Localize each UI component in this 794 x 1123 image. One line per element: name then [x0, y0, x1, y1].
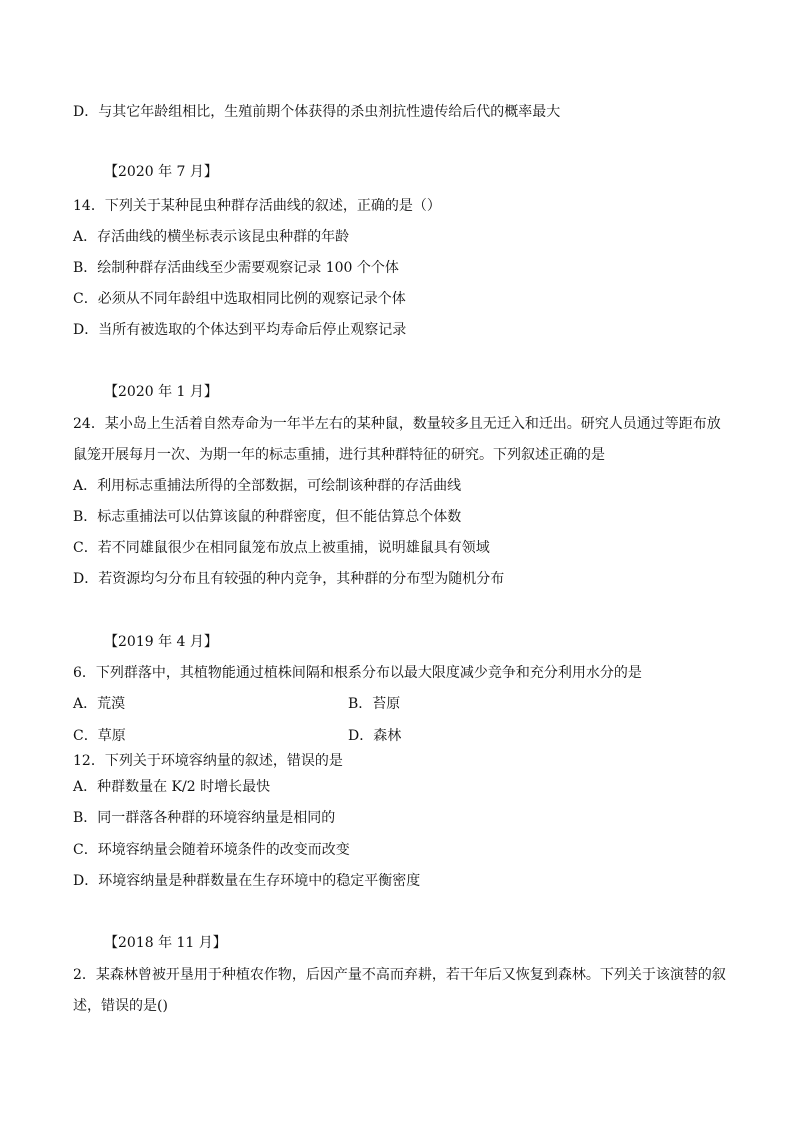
- section-header-2018-11: 【2018 年 11 月】: [104, 935, 227, 951]
- q6-option-b: B．苔原: [348, 696, 401, 712]
- q2-stem-line2: 述，错误的是(): [73, 998, 168, 1014]
- q6-option-a: A．荒漠: [73, 696, 126, 712]
- section-header-2019-04: 【2019 年 4 月】: [104, 634, 218, 650]
- q14-option-d: D．当所有被选取的个体达到平均寿命后停止观察记录: [73, 322, 407, 338]
- q14-stem: 14．下列关于某种昆虫种群存活曲线的叙述，正确的是（）: [73, 198, 441, 214]
- q24-option-a: A．利用标志重捕法所得的全部数据，可绘制该种群的存活曲线: [73, 478, 462, 494]
- q6-stem: 6．下列群落中，其植物能通过植株间隔和根系分布以最大限度减少竞争和充分利用水分的是: [73, 665, 642, 681]
- q12-option-d: D．环境容纳量是种群数量在生存环境中的稳定平衡密度: [73, 873, 421, 889]
- q6-option-c: C．草原: [73, 728, 126, 744]
- q14-option-b: B．绘制种群存活曲线至少需要观察记录 100 个个体: [73, 260, 399, 276]
- section-header-2020-07: 【2020 年 7 月】: [104, 164, 218, 180]
- section-header-2020-01: 【2020 年 1 月】: [104, 384, 218, 400]
- q12-option-c: C．环境容纳量会随着环境条件的改变而改变: [73, 842, 350, 858]
- q6-option-d: D．森林: [348, 728, 402, 744]
- q12-option-b: B．同一群落各种群的环境容纳量是相同的: [73, 810, 336, 826]
- q14-option-a: A．存活曲线的横坐标表示该昆虫种群的年龄: [73, 229, 350, 245]
- q13-option-d: D．与其它年龄组相比，生殖前期个体获得的杀虫剂抗性遗传给后代的概率最大: [73, 104, 561, 120]
- q12-option-a: A．种群数量在 K/2 时增长最快: [73, 779, 271, 795]
- q24-option-b: B．标志重捕法可以估算该鼠的种群密度，但不能估算总个体数: [73, 509, 462, 525]
- q24-option-d: D．若资源均匀分布且有较强的种内竞争，其种群的分布型为随机分布: [73, 571, 505, 587]
- q12-stem: 12．下列关于环境容纳量的叙述，错误的是: [73, 753, 343, 769]
- q14-option-c: C．必须从不同年龄组中选取相同比例的观察记录个体: [73, 291, 406, 307]
- q2-stem-line1: 2．某森林曾被开垦用于种植农作物，后因产量不高而弃耕，若干年后又恢复到森林。下列关于该演替的叙: [73, 967, 726, 983]
- q24-stem-line2: 鼠笼开展每月一次、为期一年的标志重捕，进行其种群特征的研究。下列叙述正确的是: [73, 447, 605, 463]
- q24-option-c: C．若不同雄鼠很少在相同鼠笼布放点上被重捕，说明雄鼠具有领域: [73, 540, 490, 556]
- q24-stem-line1: 24．某小岛上生活着自然寿命为一年半左右的某种鼠，数量较多且无迁入和迁出。研究人员通过等距布放: [73, 416, 721, 432]
